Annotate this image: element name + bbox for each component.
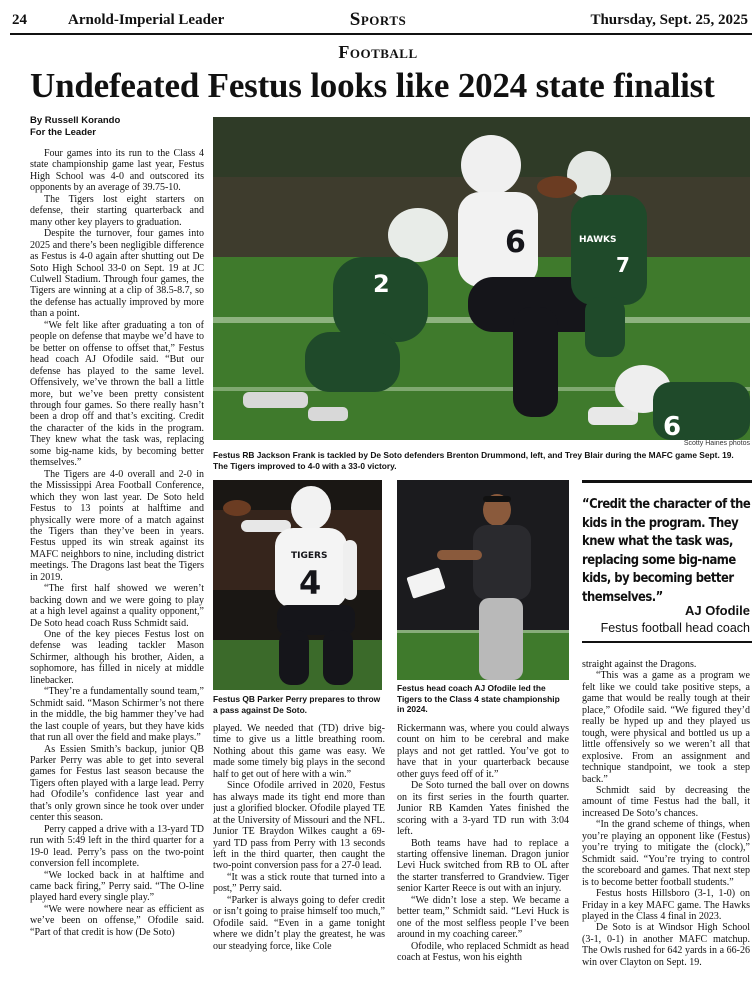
pull-quote <box>582 480 752 640</box>
paragraph: One of the key pieces Festus lost on defense was leading tackler Mason Schirmer, although his brother, Aiden, a sophomore, has filled in nicely at middle linebacker. <box>30 629 204 686</box>
jersey-number-runner: 6 <box>505 225 526 260</box>
section-title: Sports <box>349 9 407 30</box>
paragraph: Schmidt said by decreasing the amount of time Festus had the ball, it increased De Soto’s chances. <box>582 784 750 819</box>
paragraph: Both teams have had to replace a starting offensive lineman. Dragon junior Levi Huck switched from RB to OL after the starter transferred to Grandview. Tiger senior Karter Reece is out with an injury. <box>397 837 569 895</box>
article-column-1 <box>30 148 204 980</box>
qb-jersey-text: TIGERS <box>291 551 328 561</box>
main-photo-caption: Festus RB Jackson Frank is tackled by De Soto defenders Brenton Drummond, left, and Trey Blair during the MAFC game Sept. 19. The Tigers improved to 4-0 with a 33-0 victory. <box>213 450 734 471</box>
paragraph: “We locked back in at halftime and came back firing,” Perry said. “The O-line played hard every single play.” <box>30 869 204 904</box>
article-column-2 <box>213 723 385 983</box>
paragraph: “In the grand scheme of things, when you’re playing an opponent like (Festus) you’re trying to mitigate the (clock),” Schmidt said. “You’re trying to control the scoreboard and games. That next step is to become better football students.” <box>582 819 750 888</box>
paragraph: Four games into its run to the Class 4 state championship game last year, Festus High School was 4-0 and outscored its opponents by an average of 39.75-10. <box>30 148 204 194</box>
pull-quote-name: AJ Ofodile <box>684 603 750 618</box>
pull-quote-text: “Credit the character of the kids in the program. They knew what the task was, replacing some big-name kids, by becoming better themselves.” <box>582 496 751 605</box>
paragraph: “They’re a fundamentally sound team,” Schmidt said. “Mason Schirmer’s not there in the middle, the big hammer they’ve had the last couple of years, but they have kids that run all over the field and make plays.” <box>30 686 204 744</box>
paper-name: Arnold-Imperial Leader <box>68 12 225 28</box>
quarterback-photo-caption: Festus QB Parker Perry prepares to throw a pass against De Soto. <box>213 694 381 715</box>
paragraph: “We were nowhere near as efficient as we’ve been on offense,” Ofodile said. “Part of that credit is how (De Soto) <box>30 903 204 938</box>
pull-quote-role: Festus football head coach <box>600 621 750 635</box>
paragraph: straight against the Dragons. <box>582 659 697 670</box>
jersey-number-back: 7 <box>616 253 630 277</box>
paragraph: “This was a game as a program we felt like we could take positive steps, a game that would be really tough at their place,” Ofodile said. “We figured they’d really be hyped up and they played us tough, were physical and bottled us up a little offensively so we weren’t all that explosive. From an assignment and technique standpoint, we took a step back.” <box>582 670 750 785</box>
jersey-script-hawks: HAWKS <box>579 235 617 245</box>
paragraph: “Parker is always going to defer credit or isn’t going to praise himself too much,” Ofodile said. “Even in a game tonight where we didn’t play the greatest, he was our steadying force, like Cole <box>213 894 385 952</box>
paragraph: Rickermann was, where you could always count on him to be cerebral and make plays and not get rattled. You’ve got to have that in your quarterback because other guys feed off of it.” <box>397 723 569 780</box>
article-column-4 <box>582 659 750 979</box>
jersey-number-left: 2 <box>373 270 390 298</box>
qb-jersey-number: 4 <box>299 564 322 602</box>
paragraph: “We didn’t lose a step. We became a better team,” Schmidt said. “Levi Huck is one of the most selfless people I’ve been around in my coaching career.” <box>397 894 569 941</box>
photo-credit: Scotty Haines photos <box>683 440 750 447</box>
paragraph: “It was a stick route that turned into a post,” Perry said. <box>213 871 385 895</box>
page-header <box>0 0 756 36</box>
pull-quote-rule <box>582 641 752 643</box>
paragraph: played. We needed that (TD) drive big-time to give us a little breathing room. Nothing about this game was easy. We made some timely big plays in the second half to get out of here with a win.” <box>213 723 385 780</box>
paragraph: De Soto is at Windsor High School (3-1, 0-1) in another MAFC matchup. The Owls rushed for 642 yards in a 66-26 win over Clayton on Sept. 19. <box>582 922 750 968</box>
coach-photo <box>397 480 569 680</box>
coach-photo-caption: Festus head coach AJ Ofodile led the Tigers to the Class 4 state championship in 2024. <box>397 683 560 715</box>
paragraph: Festus hosts Hillsboro (3-1, 1-0) on Friday in a key MAFC game. The Hawks played in the Class 4 final in 2023. <box>582 888 750 922</box>
issue-date: Thursday, Sept. 25, 2025 <box>590 12 748 28</box>
paragraph: “The first half showed we weren’t backing down and we were going to play at a high level against a quality opponent,” De Soto head coach Russ Schmidt said. <box>30 583 204 629</box>
jersey-number-right: 6 <box>663 412 682 440</box>
paragraph: “We felt like after graduating a ton of people on defense that maybe we’d have to be better on offense to offset that,” Festus head coach AJ Ofodile said. “But our defense has played to the same level. Offensively, we’ve thrown the ball a little more, but we’ve been pretty consistent through four games. So there really hasn’t been a drop off and that’s exciting. Credit the character of the kids in the program. They knew what the task was, replacing some big-name kids, by becoming better themselves.” <box>30 319 204 469</box>
paragraph: As Essien Smith’s backup, junior QB Parker Perry was able to get into several games for Festus last season because the Tigers often played with a large lead. Perry had Ofodile’s confidence last year and that’s only grown since he took over under center this season. <box>30 743 204 824</box>
byline-role: For the Leader <box>30 127 96 138</box>
article-headline: Undefeated Festus looks like 2024 state finalist <box>30 66 715 105</box>
main-game-photo <box>213 117 750 440</box>
quarterback-photo <box>213 480 382 690</box>
byline-author: By Russell Korando <box>30 115 121 126</box>
page-number: 24 <box>12 12 27 28</box>
paragraph: De Soto turned the ball over on downs on its first series in the fourth quarter. Junior RB Kamden Yates finished the scoring with a 3-yard TD run with 3:04 left. <box>397 780 569 838</box>
paragraph: Ofodile, who replaced Schmidt as head coach at Festus, won his eighth <box>397 940 569 964</box>
paragraph: Since Ofodile arrived in 2020, Festus has always made its tight end more than just a glorified blocker. Ofodile played TE at the University of Missouri and the NFL. Junior TE Braydon Wilkes caught a 69-yard TD pass from Perry with 13 seconds left in the third quarter, then caught the two-point conversion pass for a 27-0 lead. <box>213 780 385 872</box>
byline <box>30 115 120 139</box>
article-kicker: Football <box>338 42 418 62</box>
paragraph: Despite the turnover, four games into 2025 and there’s been negligible difference as Festus is 4-0 again after shutting out De Soto High School 33-0 on Sept. 19 at JC Culwell Stadium. Through four games, the Tigers are winning at a clip of 38.5-8.7, so the defense has actually improved by more than a point. <box>30 228 204 320</box>
paragraph: The Tigers are 4-0 overall and 2-0 in the Mississippi Area Football Conference, which they won last year. De Soto held Festus to 13 points at halftime and physically were more of a match against the Tigers than they’ve been in years. Festus upped its win streak against its MAFC neighbors to nine, including district meetings. The Dragons last beat the Tigers in 2019. <box>30 468 204 583</box>
paragraph: Perry capped a drive with a 13-yard TD run with 5:49 left in the third quarter for a 19-0 lead. Perry’s pass on the two-point conversion fell incomplete. <box>30 823 204 870</box>
header-rule <box>10 33 752 35</box>
paragraph: The Tigers lost eight starters on defense, their starting quarterback and many other key players to graduation. <box>30 193 204 228</box>
article-column-3 <box>397 723 569 983</box>
